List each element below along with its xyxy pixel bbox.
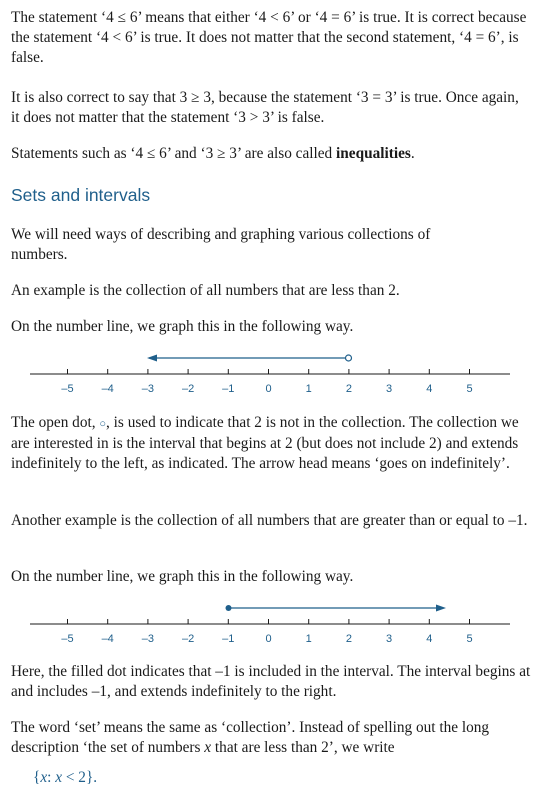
filled-dot: [226, 605, 232, 611]
paragraph-set-notation: [11, 718, 531, 758]
tick-label: 1: [305, 383, 312, 395]
tick-label: –2: [181, 633, 195, 645]
tick-label: 2: [345, 383, 352, 395]
tick-label: –3: [141, 633, 155, 645]
set-condition: < 2}.: [62, 769, 98, 786]
paragraph-describing-collections: We will need ways of describing and graphing various collections of numbers.: [11, 226, 431, 263]
paragraph-greater-or-equal: It is also correct to say that 3 ≥ 3, because the statement ‘3 = 3’ is true. Once again, it does not matter that the statement ‘3 > 3’ is false.: [11, 89, 519, 126]
tick-label: 3: [386, 633, 393, 645]
tick-label: –5: [61, 633, 74, 645]
tick-label: –5: [61, 383, 74, 395]
tick-label: –1: [222, 633, 235, 645]
tick-label: 4: [426, 383, 433, 395]
paragraph-open-dot-rest: , is used to indicate that 2 is not in the collection. The collection we are interested in is the interval that begins at 2 (but does not include 2) and extends indefinitely to the left, as indicated. The arrow head means ‘goes on indefinitely’.: [11, 414, 519, 472]
tick-group: [61, 369, 472, 395]
set-builder-expression: [33, 768, 538, 788]
paragraph-inequalities-end: .: [410, 145, 415, 162]
paragraph-example-less-than: An example is the collection of all numbers that are less than 2.: [11, 282, 400, 299]
tick-label: 3: [386, 383, 393, 395]
tick-label: 2: [345, 633, 352, 645]
tick-group: [61, 619, 472, 645]
paragraph-filled-dot: Here, the filled dot indicates that –1 is included in the interval. The interval begins at and includes –1, and extends indefinitely to the right.: [11, 663, 531, 700]
open-dot: [346, 355, 352, 361]
term-inequalities: inequalities: [336, 145, 411, 162]
tick-label: –2: [181, 383, 195, 395]
set-variable: x: [55, 769, 63, 786]
paragraph-graph-intro-1: On the number line, we graph this in the following way.: [11, 318, 354, 335]
arrow-head-right: [436, 605, 446, 612]
tick-label: 0: [265, 383, 272, 395]
tick-label: 1: [305, 633, 312, 645]
tick-label: 5: [466, 633, 473, 645]
paragraph-set-notation-end: that are less than 2’, we write: [211, 739, 395, 756]
tick-label: –4: [101, 383, 114, 395]
paragraph-graph-intro-2: On the number line, we graph this in the following way.: [11, 568, 354, 585]
arrow-head-left: [147, 355, 157, 362]
tick-label: –4: [101, 633, 114, 645]
paragraph-example-greater-equal: Another example is the collection of all numbers that are greater than or equal to –1.: [11, 512, 528, 529]
tick-label: 0: [265, 633, 272, 645]
paragraph-open-dot-text: The open dot,: [11, 414, 100, 431]
tick-label: –3: [141, 383, 155, 395]
paragraph-non-strict-inequality: The statement ‘4 ≤ 6’ means that either ‘4 < 6’ or ‘4 = 6’ is true. It is correct because the statement ‘4 < 6’ is true. It does not matter that the second statement, ‘4 = 6’, is false.: [11, 9, 527, 66]
set-brace-open: {: [33, 769, 41, 786]
section-heading: Sets and intervals: [11, 185, 151, 205]
number-line-less-than-2: [0, 345, 538, 397]
number-line-at-least-minus-1: [0, 595, 538, 647]
tick-label: 4: [426, 633, 433, 645]
paragraph-set-notation-text: The word ‘set’ means the same as ‘collection’. Instead of spelling out the long description ‘the set of numbers: [11, 719, 490, 756]
paragraph-inequalities-text: Statements such as ‘4 ≤ 6’ and ‘3 ≥ 3’ are also called: [11, 145, 337, 162]
paragraph-inequalities: [11, 144, 531, 164]
paragraph-open-dot: [11, 413, 531, 474]
variable-x: x: [204, 739, 212, 756]
tick-label: –1: [222, 383, 235, 395]
set-colon: :: [47, 769, 56, 786]
set-variable: x: [40, 769, 48, 786]
open-dot-symbol: ○: [99, 418, 107, 430]
tick-label: 5: [466, 383, 473, 395]
